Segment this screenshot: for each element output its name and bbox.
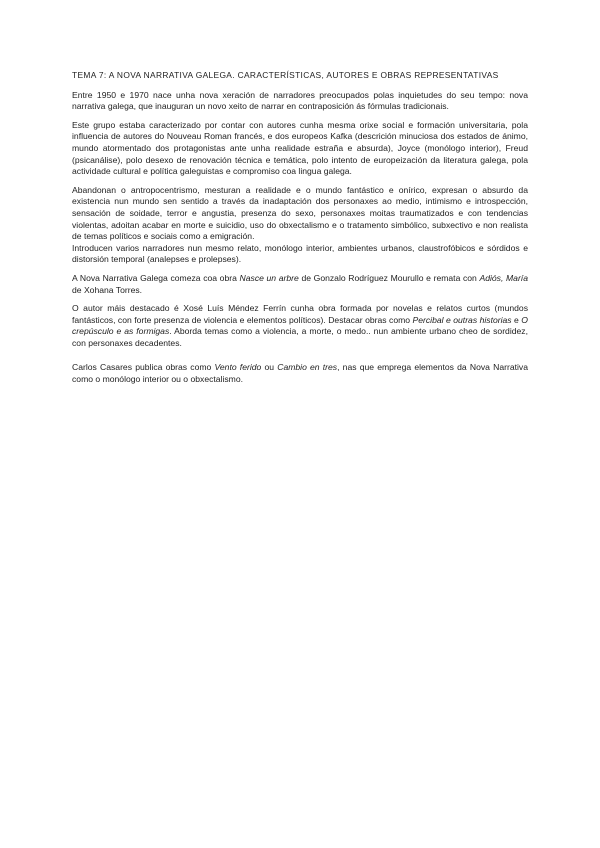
paragraph-start-end: [72, 273, 528, 296]
text-segment: e: [511, 314, 522, 325]
text-segment: ou: [261, 362, 278, 373]
paragraph-techniques: Introducen varios narradores nun mesmo relato, monólogo interior, ambientes urbanos, claustrofóbicos e sórdidos e distorsión temporal (analepses e prolepses).: [72, 242, 528, 265]
text-segment: de Xohana Torres.: [72, 284, 143, 295]
text-segment: O autor máis destacado é Xosé Luís Méndez Ferrín cunha obra formada por novelas e relatos curtos (mundos fantásticos, con forte presenza de violencia e elementos políticos). Destacar obras como: [72, 303, 528, 325]
work-title: Nasce un arbre: [239, 272, 299, 283]
work-title: Cambio en tres: [277, 362, 338, 373]
paragraph-characteristics-group: Este grupo estaba caracterizado por contar con autores cunha mesma orixe social e formación universitaria, pola influencia de autores do Nouveau Roman francés, e dos europeos Kafka (descrición minuciosa dos estados de ánimo, mundo atormentado dos protagonistas ante unha realidade estraña e absurda), Joyce (monólogo interior), Freud (psicanálise), polo desexo de renovación técnica e temática, polo intento de europeización da literatura galega, pola actividade cultural e política galeguistas e compromiso coa lingua galega.: [72, 119, 528, 177]
work-title: Percibal e outras historias: [412, 314, 512, 325]
work-title: O crepúsculo e as formigas: [72, 314, 528, 337]
text-segment: . Aborda temas como a violencia, a morte, o medo.. nun ambiente urbano cheo de sordidez, con personaxes decadentes.: [72, 326, 528, 348]
paragraph-themes: Abandonan o antropocentrismo, mesturan a realidade e o mundo fantástico e onírico, expresan o absurdo da existencia nun mundo sen sentido a través da inadaptación dos personaxes ao medio, intimismo e introspección, sensación de soidade, terror e angustia, presenza do sexo, personaxes moitas traumatizados e con tendencias violentas, adoitan acabar en morte e suicidio, uso do obxectalismo e o tratamento simbólico, subxectivo e non realista de temas políticos e sociais como a emigración.: [72, 184, 528, 242]
paragraph-casares: [72, 362, 528, 385]
document-page: [72, 70, 528, 393]
document-title: TEMA 7: A NOVA NARRATIVA GALEGA. CARACTERÍSTICAS, AUTORES E OBRAS REPRESENTATIVAS: [72, 70, 499, 80]
work-title: Adiós, María: [479, 272, 528, 283]
paragraph-mendez-ferrin: [72, 303, 528, 349]
text-segment: de Gonzalo Rodríguez Mourullo e remata con: [298, 272, 480, 283]
text-segment: Carlos Casares publica obras como: [72, 362, 215, 373]
paragraph-intro: Entre 1950 e 1970 nace unha nova xeración de narradores preocupados polas inquietudes do seu tempo: nova narrativa galega, que inauguran un novo xeito de narrar en contraposición ás fórmulas tradicionais.: [72, 89, 528, 112]
work-title: Vento ferido: [214, 362, 262, 373]
text-segment: A Nova Narrativa Galega comeza coa obra: [72, 272, 240, 283]
text-segment: , nas que emprega elementos da Nova Narrativa como o monólogo interior ou o obxectalismo.: [72, 362, 528, 385]
